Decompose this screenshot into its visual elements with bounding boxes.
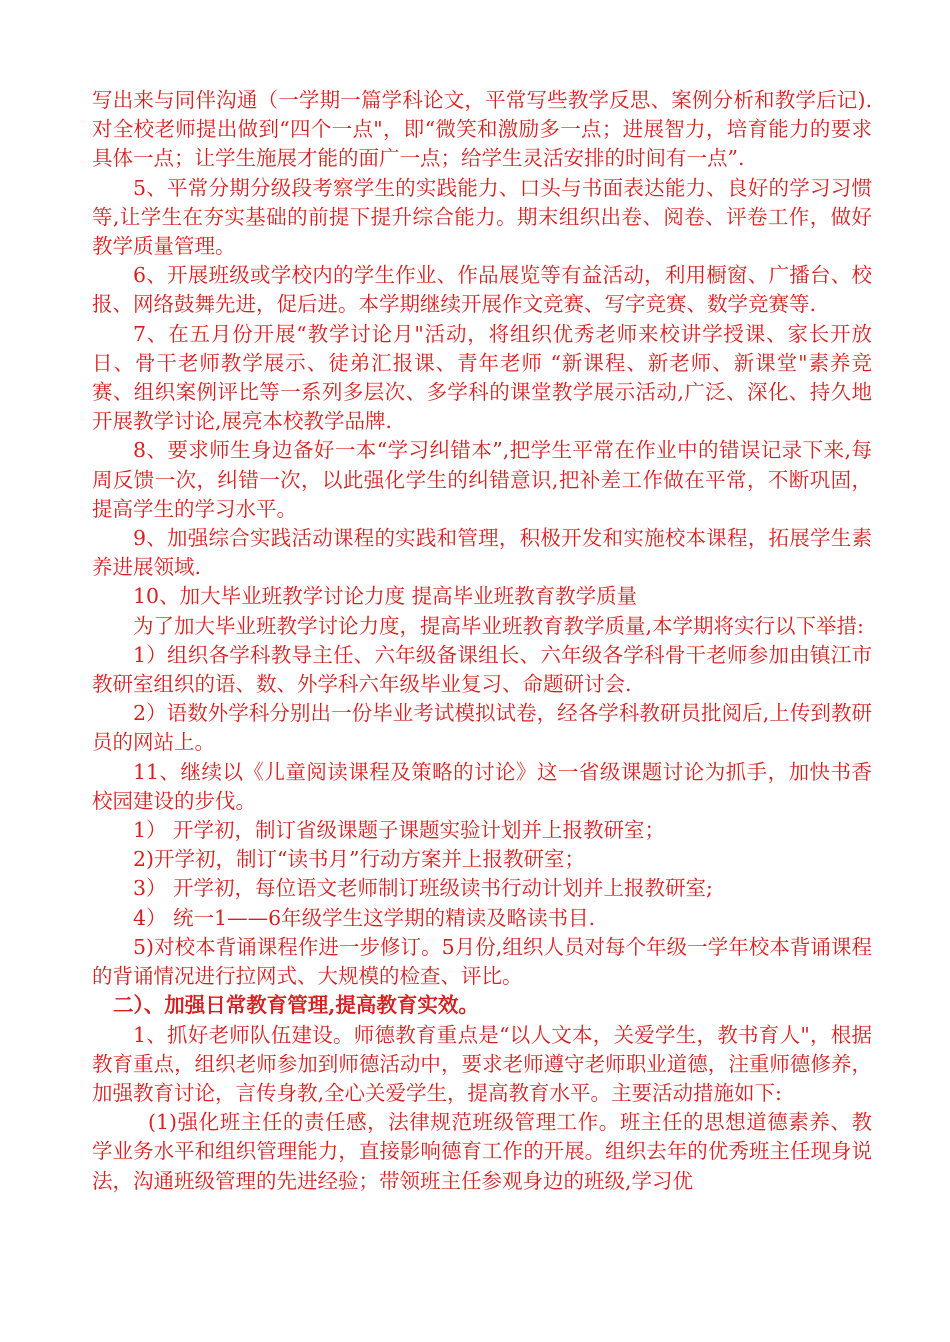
section-heading: 二）、加强日常教育管理,提高教育实效。 [113, 993, 479, 1018]
paragraph-item-5: 5、平常分期分级段考察学生的实践能力、口头与书面表达能力、良好的学习习惯等,让学生在夯实基础的前提下提升综合能力。期末组织出卷、阅卷、评卷工作，做好教学质量管理。 [92, 175, 872, 259]
paragraph-item-10-sub-2: 2）语数外学科分别出一份毕业考试模拟试卷，经各学科教研员批阅后,上传到教研员的网站上。 [92, 701, 872, 755]
paragraph-item-7: 7、在五月份开展“教学讨论月"活动，将组织优秀老师来校讲学授课、家长开放日、骨干老师教学展示、徒弟汇报课、青年老师 “新课程、新老师、新课堂"素养竞赛、组织案例评比等一系列多层次、多学科的课堂教学展示活动,广泛、深化、持久地开展教学讨论,展亮本校教学品牌. [92, 321, 872, 434]
paragraph-item-9: 9、加强综合实践活动课程的实践和管理，积极开发和实施校本课程，拓展学生素养进展领域. [92, 526, 872, 580]
paragraph-item-10-intro: 为了加大毕业班教学讨论力度，提高毕业班教育教学质量,本学期将实行以下举措: [133, 613, 864, 638]
paragraph-item-11-sub-2: 2)开学初，制订“读书月”行动方案并上报教研室； [133, 847, 585, 872]
paragraph-item-11-sub-3: 3） 开学初，每位语文老师制订班级读书行动计划并上报教研室; [133, 876, 713, 901]
paragraph-item-8: 8、要求师生身边备好一本“学习纠错本”,把学生平常在作业中的错误记录下来,每周反馈一次，纠错一次，以此强化学生的纠错意识,把补差工作做在平常，不断巩固，提高学生的学习水平。 [92, 438, 872, 521]
document-body [92, 86, 872, 1196]
paragraph-continuation: 写出来与同伴沟通（一学期一篇学科论文，平常写些教学反思、案例分析和教学后记).对全校老师提出做到“四个一点"，即“微笑和激励多一点；进展智力，培育能力的要求具体一点；让学生施展才能的面广一点；给学生灵活安排的时间有一点”. [92, 88, 872, 171]
paragraph-item-10-sub-1: 1）组织各学科教导主任、六年级备课组长、六年级各学科骨干老师参加由镇江市教研室组织的语、数、外学科六年级毕业复习、命题研讨会. [92, 642, 872, 697]
paragraph-item-6: 6、开展班级或学校内的学生作业、作品展览等有益活动，利用橱窗、广播台、校报、网络鼓舞先进，促后进。本学期继续开展作文竞赛、写字竞赛、数学竞赛等. [92, 263, 872, 317]
paragraph-item-11: 11、继续以《儿童阅读课程及策略的讨论》这一省级课题讨论为抓手，加快书香校园建设的步伐。 [92, 759, 872, 813]
paragraph-item-11-sub-5: 5)对校本背诵课程作进一步修订。5月份,组织人员对每个年级一学年校本背诵课程的背诵情况进行拉网式、大规模的检查、评比。 [92, 934, 872, 989]
paragraph-section2-item-1: 1、抓好老师队伍建设。师德教育重点是“以人文本，关爱学生，教书育人"，根据教育重点，组织老师参加到师德活动中，要求老师遵守老师职业道德，注重师德修养，加强教育讨论，言传身教,全心关爱学生，提高教育水平。主要活动措施如下: [92, 1022, 872, 1105]
paragraph-item-10: 10、加大毕业班教学讨论力度 提高毕业班教育教学质量 [133, 584, 638, 609]
paragraph-item-11-sub-1: 1） 开学初，制订省级课题子课题实验计划并上报教研室； [133, 818, 666, 843]
paragraph-section2-sub-1: (1)强化班主任的责任感，法律规范班级管理工作。班主任的思想道德素养、教学业务水平和组织管理能力，直接影响德育工作的开展。组织去年的优秀班主任现身说法，沟通班级管理的先进经验；带领班主任参观身边的班级,学习优 [92, 1110, 872, 1193]
paragraph-item-11-sub-4: 4） 统一1——6年级学生这学期的精读及略读书目. [133, 905, 596, 930]
